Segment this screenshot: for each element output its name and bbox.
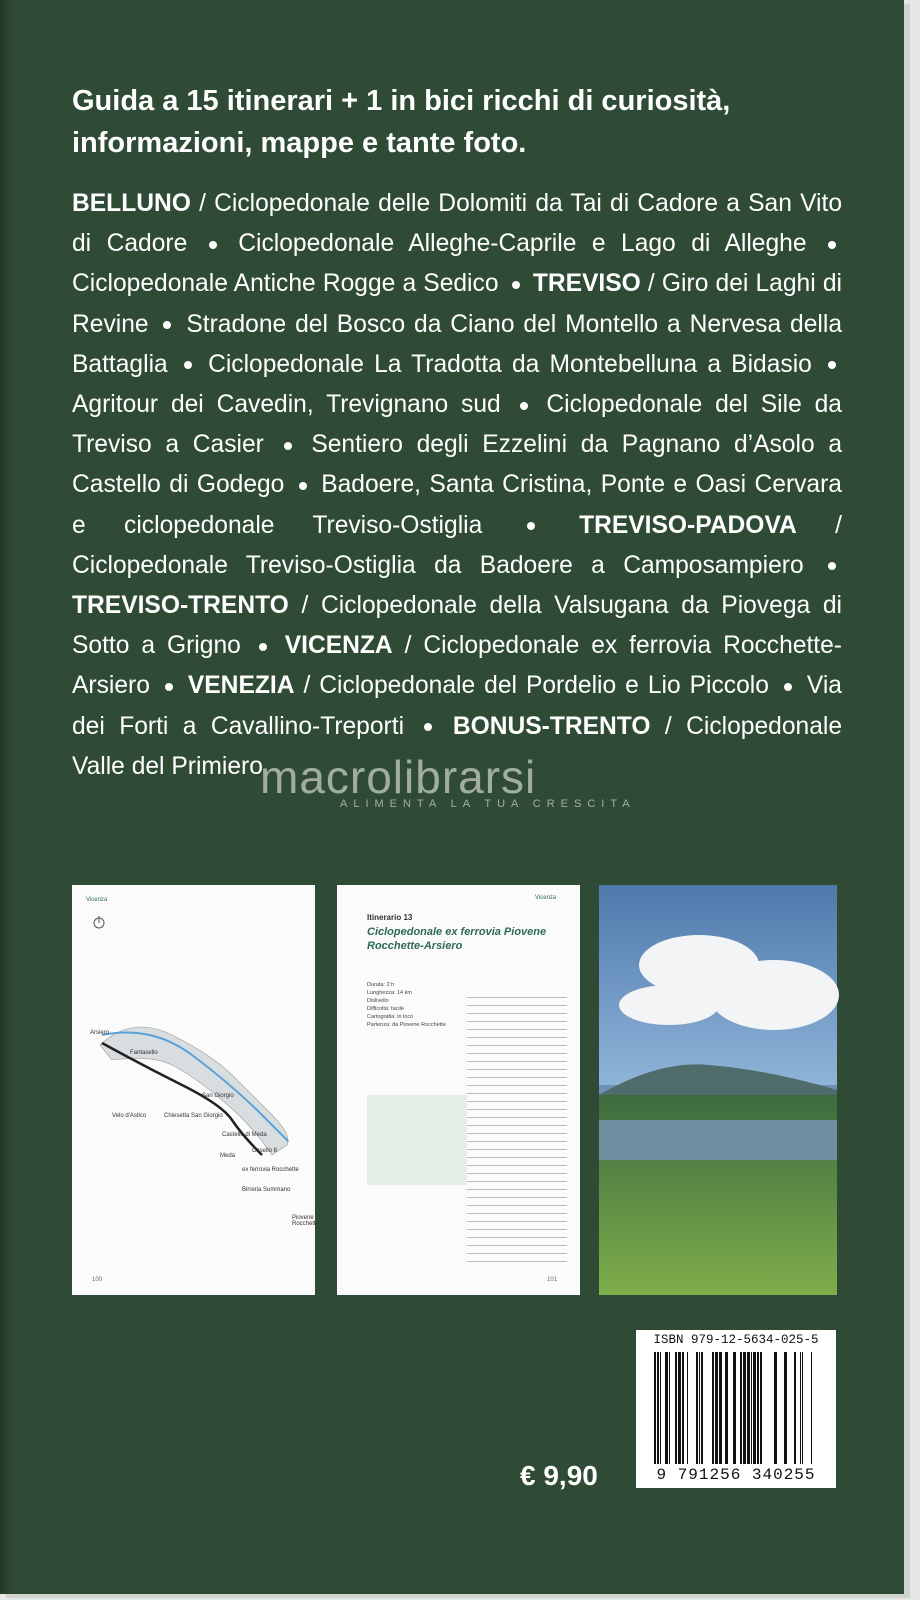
map-place-label: ex ferrovia Rocchette xyxy=(242,1167,299,1173)
page-header: Vicenza xyxy=(535,895,557,901)
barcode-bar xyxy=(701,1352,703,1464)
barcode-bar xyxy=(751,1352,752,1464)
map-place-label: Castello di Meda xyxy=(222,1132,267,1138)
region-name: TREVISO-TRENTO xyxy=(72,592,289,620)
region-name: BELLUNO xyxy=(72,190,191,217)
barcode-bar xyxy=(678,1352,681,1464)
fact-line: Dislivello xyxy=(367,998,389,1004)
map-place-label: Velo d'Astico xyxy=(112,1113,147,1119)
barcode-bar xyxy=(802,1352,803,1464)
map-place-label: Piovene Rocchette xyxy=(292,1215,320,1227)
barcode-bar xyxy=(660,1352,661,1464)
barcode-bar xyxy=(784,1352,787,1464)
bullet-dot xyxy=(512,281,520,289)
barcode-bar xyxy=(794,1352,796,1464)
map-place-label: Birreria Summano xyxy=(242,1187,291,1193)
spine-edge xyxy=(0,0,14,1594)
watermark-logo: macrolibrarsi xyxy=(260,751,537,803)
barcode-number: 9 791256 340255 xyxy=(656,1466,816,1484)
route-name: Ciclopedonale del Sile da Treviso a Casier xyxy=(72,391,842,459)
body-text-block xyxy=(467,993,567,1263)
region-name: VICENZA xyxy=(284,632,393,660)
bullet-dot xyxy=(424,723,432,731)
route-name: Ciclopedonale La Tradotta da Montebelluna a Bidasio xyxy=(208,350,812,378)
bullet-dot xyxy=(527,522,535,530)
itinerary-label: Itinerario 13 xyxy=(367,913,413,922)
fact-line: Lunghezza: 14 km xyxy=(367,990,412,996)
barcode-bar xyxy=(743,1352,746,1464)
barcode-bar xyxy=(740,1352,742,1464)
bullet-dot xyxy=(520,402,528,410)
route-name: Badoere, Santa Cristina, Ponte e Oasi Cervara e ciclopedonale Treviso-Ostiglia xyxy=(72,471,842,539)
barcode-bar xyxy=(811,1352,812,1464)
fact-line: Partenza: da Piovene Rocchette xyxy=(367,1022,446,1028)
bullet-dot xyxy=(828,562,836,570)
barcode-bar xyxy=(715,1352,718,1464)
route-name: Giro dei Laghi di Revine xyxy=(72,270,842,338)
photo-lake xyxy=(599,1120,837,1160)
map-place-label: Arsiero xyxy=(90,1030,110,1036)
bullet-dot xyxy=(784,683,792,691)
bullet-dot xyxy=(284,442,292,450)
barcode-bar xyxy=(675,1352,677,1464)
itinerary-title: Ciclopedonale ex ferrovia Piovene Rocchette-Arsiero xyxy=(367,926,547,952)
page-number: 101 xyxy=(547,1277,558,1283)
barcode-bar xyxy=(753,1352,756,1464)
preview-photo xyxy=(599,885,837,1295)
facts-list xyxy=(367,981,457,1029)
route-name: Stradone del Bosco da Ciano del Montello a Nervesa della Battaglia xyxy=(72,310,842,378)
route-name: Ciclopedonale Valle del Primiero xyxy=(72,712,843,780)
map-place-label: Fantasello xyxy=(130,1050,158,1056)
photo-cloud xyxy=(619,985,719,1025)
barcode-bar xyxy=(687,1352,688,1464)
itinerary-list: BELLUNO / Ciclopedonale delle Dolomiti da Tai di Cadore a San Vito di Cadore Ciclopedonale Alleghe-Caprile e Lago di Alleghe Ciclopedonale Antiche Rogge a Sedico TREVISO / Giro dei Laghi di Revine Stradone del Bosco da Ciano del Montello a Nervesa della Battaglia Ciclopedonale La Tradotta da Montebelluna a Bidasio Agritour dei Cavedin, Trevignano sud Ciclopedonale del Sile da Treviso a Casier Sentiero degli Ezzelini da Pagnano d’Asolo a Castello di Godego Badoere, Santa Cristina, Ponte e Oasi Cervara e ciclopedonale Treviso-Ostiglia TREVISO-PADOVA / Ciclopedonale Treviso-Ostiglia da Badoere a Camposampiero TREVISO-TRENTO / Ciclopedonale della Valsugana da Piovega di Sotto a Grigno VICENZA / Ciclopedonale ex ferrovia Rocchette-Arsiero VENEZIA / Ciclopedonale del Pordelio e Lio Piccolo Via dei Forti a Cavallino-Treporti BONUS-TRENTO / Ciclopedonale Valle del Primiero xyxy=(72,190,843,780)
route-name: Agritour dei Cavedin, Trevignano sud xyxy=(72,391,501,419)
route-name: Via dei Forti a Cavallino-Treporti xyxy=(72,672,842,740)
barcode-bars xyxy=(654,1352,824,1464)
route-name: Ciclopedonale del Pordelio e Lio Piccolo xyxy=(319,672,769,700)
map-place-label: Meda xyxy=(220,1153,236,1159)
barcode-bar xyxy=(682,1352,684,1464)
bullet-dot xyxy=(163,321,171,329)
bullet-dot xyxy=(184,361,192,369)
bullet-dot xyxy=(828,241,836,249)
region-name: TREVISO-PADOVA xyxy=(579,511,797,539)
route-name: Sentiero degli Ezzelini da Pagnano d’Asolo a Castello di Godego xyxy=(72,431,843,499)
barcode-bar xyxy=(747,1352,750,1464)
barcode-bar xyxy=(757,1352,759,1464)
map-place-label: Casello 6 xyxy=(252,1148,278,1154)
barcode-bar xyxy=(719,1352,722,1464)
barcode-bar xyxy=(760,1352,762,1464)
barcode-bar xyxy=(699,1352,700,1464)
route-map xyxy=(72,885,315,1295)
bullet-dot xyxy=(209,241,217,249)
map-place-label: San Giorgio xyxy=(202,1093,234,1099)
barcode-bar xyxy=(733,1352,736,1464)
region-name: VENEZIA xyxy=(187,672,295,700)
barcode-bar xyxy=(712,1352,714,1464)
isbn-label: ISBN 979-12-5634-025-5 xyxy=(653,1333,819,1347)
region-name: TREVISO xyxy=(532,270,641,298)
barcode-bar xyxy=(665,1352,668,1464)
headline: Guida a 15 itinerari + 1 in bici ricchi di curiosità, informazioni, mappe e tante foto. xyxy=(72,85,731,159)
fact-line: Difficoltà: facile xyxy=(367,1006,404,1012)
preview-map-page xyxy=(72,885,320,1295)
photo-cloud xyxy=(709,960,839,1030)
watermark-subtitle: ALIMENTA LA TUA CRESCITA xyxy=(340,798,636,810)
barcode-bar xyxy=(800,1352,801,1464)
bullet-dot xyxy=(828,361,836,369)
barcode-bar xyxy=(725,1352,728,1464)
route-name: Ciclopedonale delle Dolomiti da Tai di Cadore a San Vito di Cadore xyxy=(72,190,842,258)
map-place-label: Chiesetta San Giorgio xyxy=(164,1113,223,1119)
fact-line: Cartografia: in loco xyxy=(367,1014,414,1020)
barcode-bar xyxy=(657,1352,659,1464)
page-number: 100 xyxy=(92,1277,103,1283)
bullet-dot xyxy=(299,482,307,490)
bullet-dot xyxy=(165,683,173,691)
barcode xyxy=(636,1330,836,1488)
fact-line: Durata: 2 h xyxy=(367,982,395,988)
route-name: Ciclopedonale della Valsugana da Piovega di Sotto a Grigno xyxy=(72,592,842,660)
barcode-bar xyxy=(696,1352,698,1464)
preview-text-page xyxy=(337,885,580,1295)
route-name: Ciclopedonale Alleghe-Caprile e Lago di Alleghe xyxy=(238,230,807,258)
route-name: Ciclopedonale Antiche Rogge a Sedico xyxy=(72,270,499,298)
watermark xyxy=(260,750,636,810)
barcode-bar xyxy=(774,1352,777,1464)
route-name: Ciclopedonale Treviso-Ostiglia da Badoere a Camposampiero xyxy=(72,551,804,579)
barcode-bar xyxy=(669,1352,670,1464)
price: € 9,90 xyxy=(520,1460,598,1491)
bullet-dot xyxy=(259,643,267,651)
region-name: BONUS-TRENTO xyxy=(452,712,651,740)
route-name: Ciclopedonale ex ferrovia Rocchette-Arsiero xyxy=(72,632,842,700)
barcode-bar xyxy=(654,1352,656,1464)
page-header: Vicenza xyxy=(86,897,108,903)
